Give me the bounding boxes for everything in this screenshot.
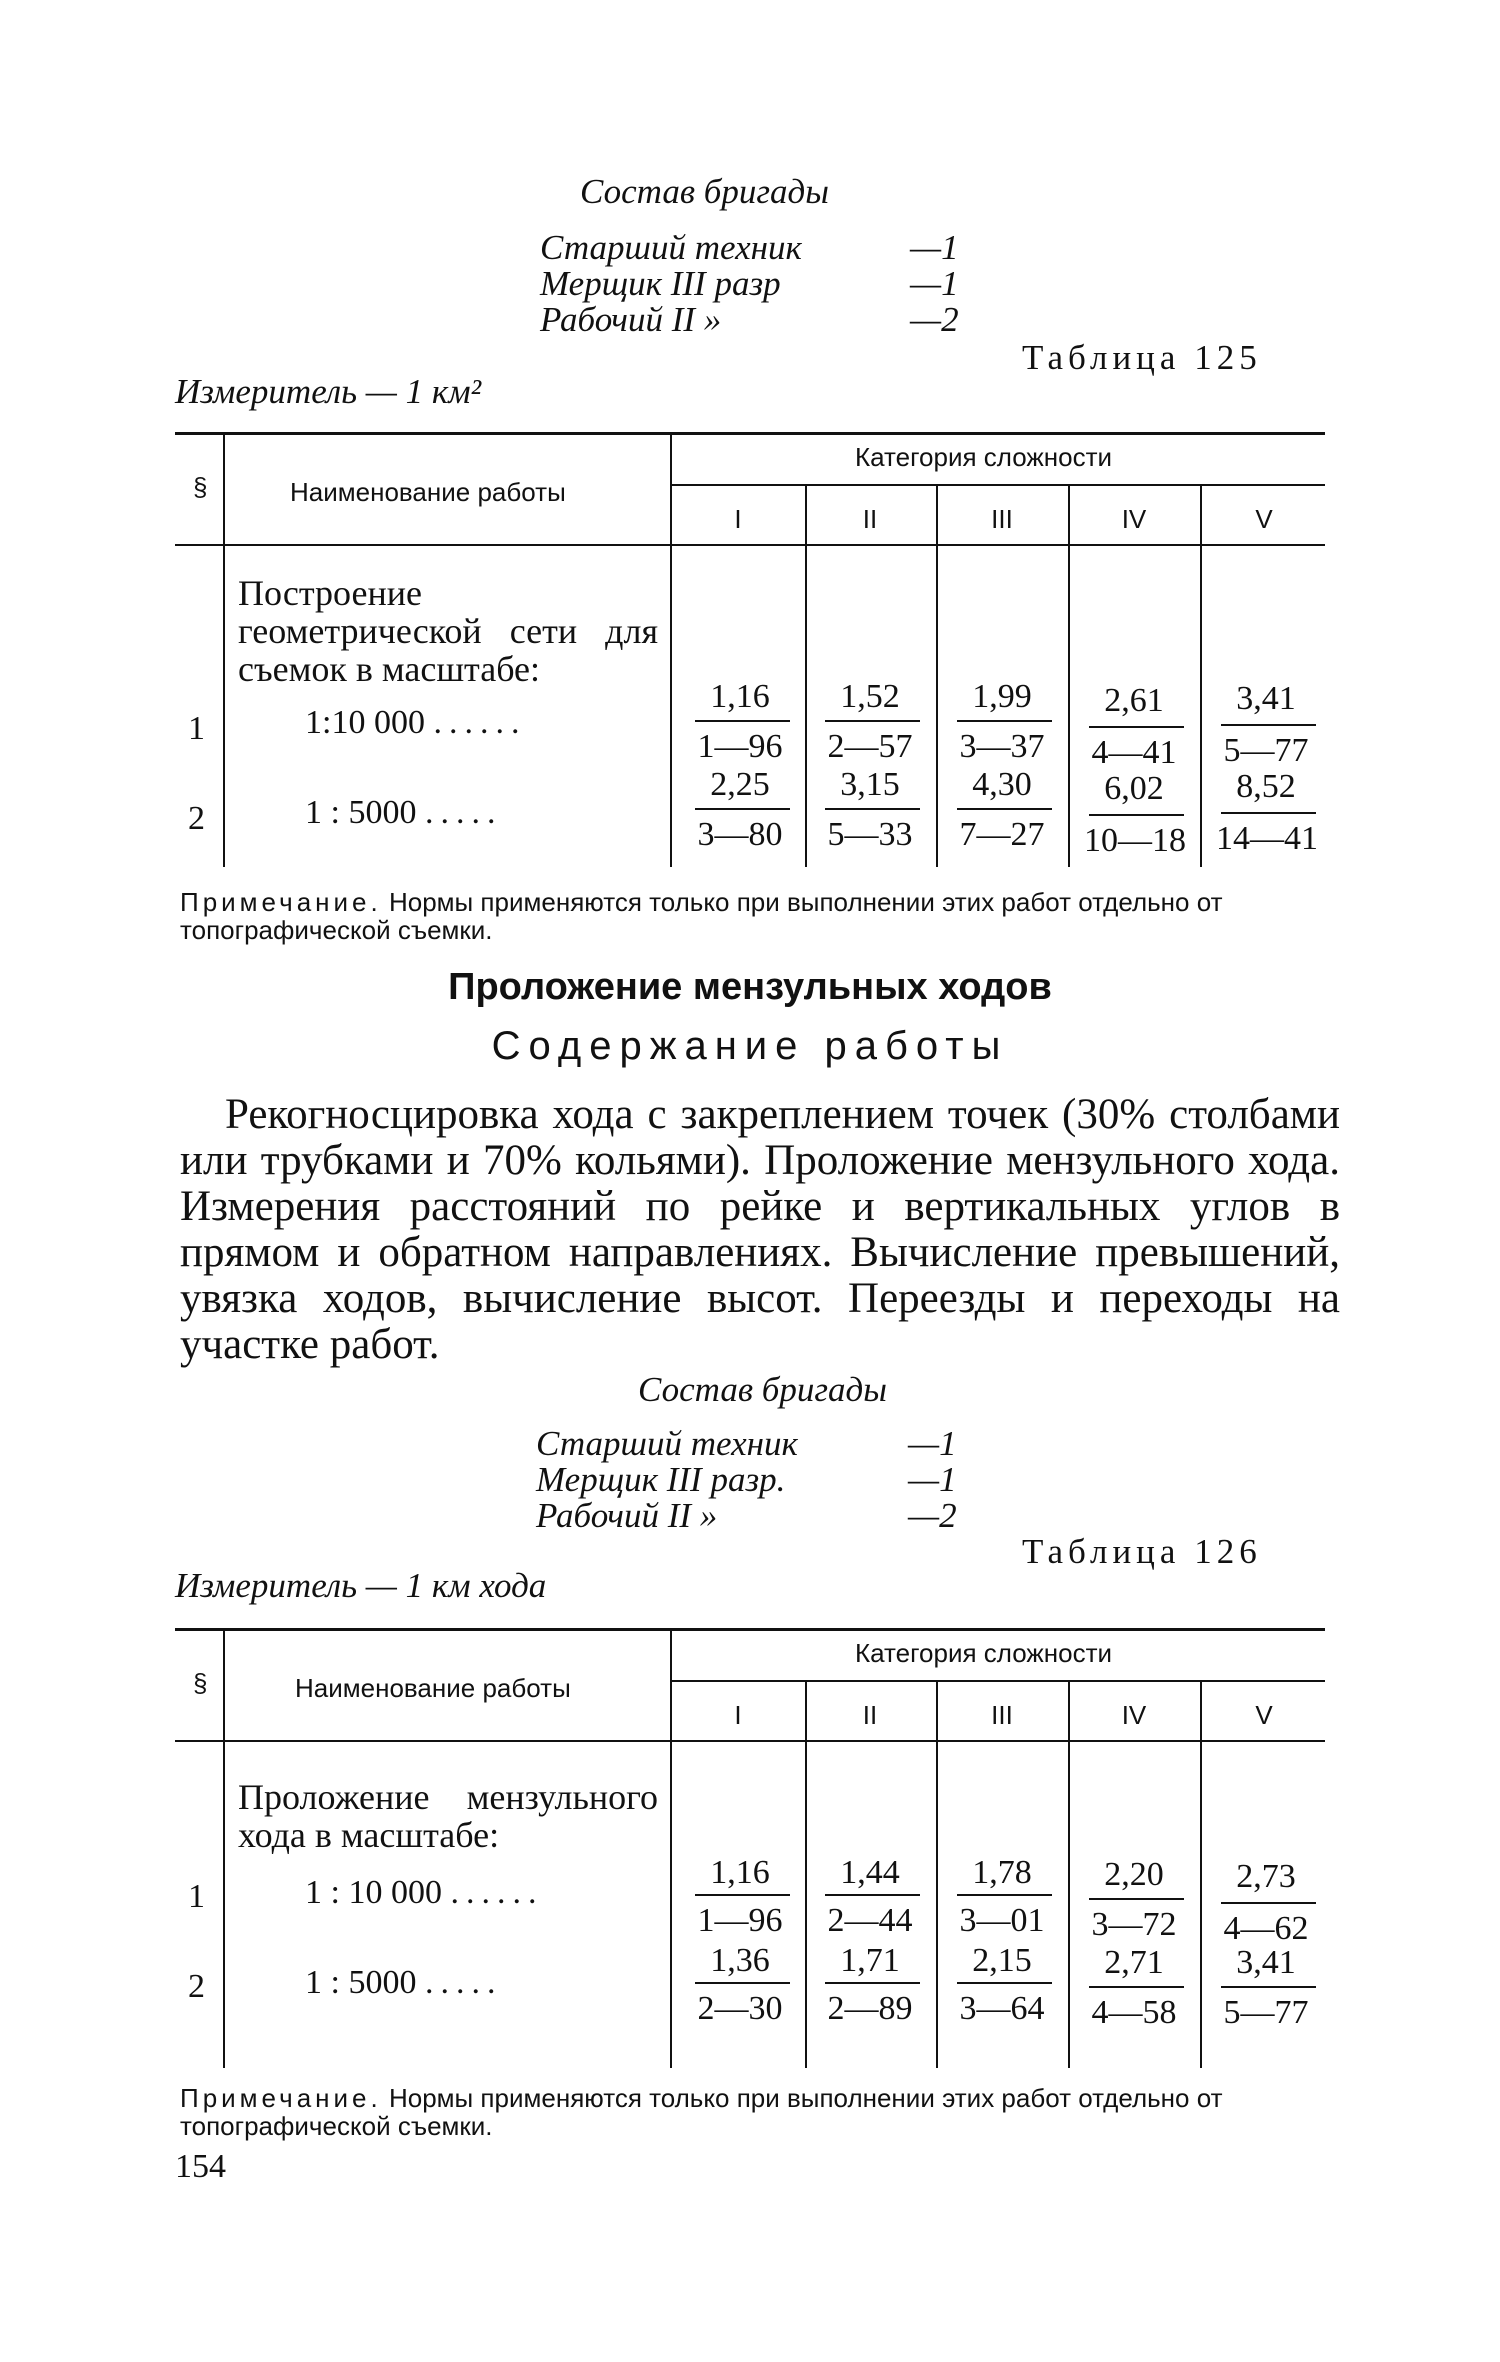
row-number: 1	[188, 1878, 205, 1915]
crew-count: —1	[908, 1460, 957, 1499]
value-top: 2,25	[710, 766, 770, 803]
row-scale: 1:10 000 ......	[305, 704, 527, 741]
value-bottom: 7—27	[959, 816, 1045, 853]
value-bottom: 4—62	[1223, 1910, 1309, 1947]
header-category: Категория сложности	[855, 1638, 1113, 1668]
value-top: 3,41	[1236, 680, 1296, 717]
note-text: Нормы применяются только при выполнении этих работ отдельно от топографической съемки.	[180, 887, 1223, 945]
work-content-paragraph: Рекогносцировка хода с закреплением точек (30% столбами или трубками и 70% кольями). Проложение мензульного хода. Измерения расстояний по рейке и вертикальных углов в прямом и обратном направлениях. Вычисление превышений, увязка ходов, вычисление высот. Переезды и переходы на участке работ.	[180, 1091, 1340, 1368]
value-bottom: 1—96	[697, 1902, 783, 1939]
crew-count: —1	[910, 228, 959, 267]
table-note	[180, 2084, 1340, 2140]
value-top: 1,36	[710, 1942, 770, 1979]
crew-role: Мерщик III разр.	[536, 1460, 786, 1499]
value-bottom: 2—89	[827, 1990, 913, 2027]
header-cat-5: V	[1255, 504, 1273, 534]
value-top: 8,52	[1236, 768, 1296, 805]
value-bottom: 5—77	[1223, 1994, 1309, 2031]
value-bottom: 3—37	[959, 728, 1045, 765]
crew-role: Старший техник	[540, 228, 802, 267]
table-number: Таблица 125	[1022, 338, 1262, 377]
value-bottom: 5—33	[827, 816, 913, 853]
value-bottom: 2—44	[827, 1902, 913, 1939]
header-name: Наименование работы	[295, 1673, 571, 1703]
value-top: 3,15	[840, 766, 900, 803]
header-cat-3: III	[991, 504, 1013, 534]
value-bottom: 2—57	[827, 728, 913, 765]
table-note	[180, 888, 1340, 944]
value-bottom: 3—64	[959, 1990, 1045, 2027]
row-scale: 1 : 5000 .....	[305, 1964, 503, 2001]
header-cat-5: V	[1255, 1700, 1273, 1730]
crew-count: —1	[910, 264, 959, 303]
value-top: 2,15	[972, 1942, 1032, 1979]
note-label: Примечание.	[180, 887, 382, 917]
value-top: 2,73	[1236, 1858, 1296, 1895]
value-top: 1,99	[972, 678, 1032, 715]
header-cat-4: IV	[1121, 504, 1147, 534]
header-cat-1: I	[734, 1700, 742, 1730]
note-label: Примечание.	[180, 2083, 382, 2113]
crew-count: —2	[910, 300, 959, 339]
measure-unit: Измеритель — 1 км²	[175, 372, 482, 411]
value-bottom: 2—30	[697, 1990, 783, 2027]
crew-title: Состав бригады	[638, 1370, 887, 1409]
crew-count: —2	[908, 1496, 957, 1535]
value-bottom: 3—80	[697, 816, 783, 853]
value-top: 1,16	[710, 678, 770, 715]
crew-role: Рабочий II »	[540, 300, 722, 339]
value-top: 2,71	[1104, 1944, 1164, 1981]
value-top: 6,02	[1104, 770, 1164, 807]
value-top: 1,78	[972, 1854, 1032, 1891]
crew-role: Старший техник	[536, 1424, 798, 1463]
crew-role: Мерщик III разр	[540, 264, 781, 303]
header-category: Категория сложности	[855, 442, 1113, 472]
row-number: 2	[188, 800, 205, 837]
value-bottom: 4—41	[1091, 734, 1177, 771]
table-number: Таблица 126	[1022, 1532, 1262, 1571]
header-cat-3: III	[991, 1700, 1013, 1730]
crew-title: Состав бригады	[580, 172, 829, 211]
value-top: 2,61	[1104, 682, 1164, 719]
section-subtitle: Содержание работы	[491, 1024, 1009, 1068]
value-bottom: 4—58	[1091, 1994, 1177, 2031]
header-para: §	[193, 472, 208, 502]
page-number: 154	[175, 2148, 226, 2185]
value-bottom: 3—72	[1091, 1906, 1177, 1943]
header-cat-4: IV	[1121, 1700, 1147, 1730]
row-number: 2	[188, 1968, 205, 2005]
row-number: 1	[188, 710, 205, 747]
header-name: Наименование работы	[290, 477, 566, 507]
value-bottom: 3—01	[959, 1902, 1045, 1939]
header-cat-2: II	[862, 1700, 878, 1730]
header-para: §	[193, 1668, 208, 1698]
value-top: 3,41	[1236, 1944, 1296, 1981]
work-description: Построение геометрической сети для съемок в масштабе:	[238, 573, 658, 689]
value-top: 1,44	[840, 1854, 900, 1891]
row-scale: 1 : 10 000 ......	[305, 1874, 544, 1911]
crew-role: Рабочий II »	[536, 1496, 718, 1535]
value-top: 1,52	[840, 678, 900, 715]
value-bottom: 5—77	[1223, 732, 1309, 769]
value-bottom: 10—18	[1084, 822, 1186, 859]
value-top: 2,20	[1104, 1856, 1164, 1893]
crew-count: —1	[908, 1424, 957, 1463]
value-bottom: 14—41	[1216, 820, 1318, 857]
header-cat-1: I	[734, 504, 742, 534]
value-top: 4,30	[972, 766, 1032, 803]
header-cat-2: II	[862, 504, 878, 534]
work-description: Проложение мензульного хода в масштабе:	[238, 1777, 658, 1855]
section-title: Проложение мензульных ходов	[448, 966, 1052, 1008]
value-top: 1,71	[840, 1942, 900, 1979]
value-top: 1,16	[710, 1854, 770, 1891]
measure-unit: Измеритель — 1 км хода	[175, 1566, 547, 1605]
row-scale: 1 : 5000 .....	[305, 794, 503, 831]
value-bottom: 1—96	[697, 728, 783, 765]
note-text: Нормы применяются только при выполнении этих работ отдельно от топографической съемки.	[180, 2083, 1223, 2141]
